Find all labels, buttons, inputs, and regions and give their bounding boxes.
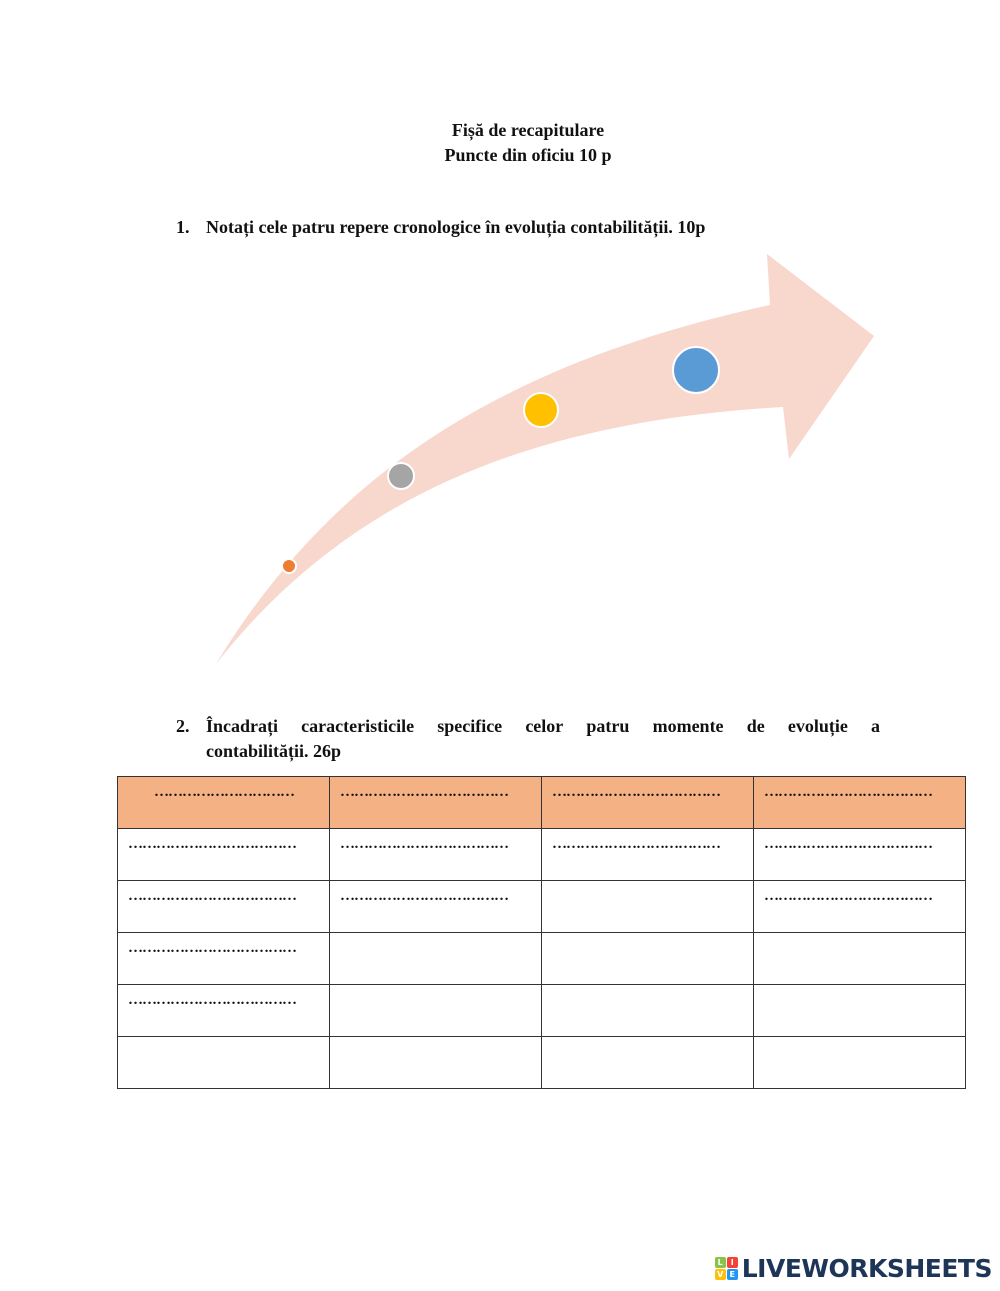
timeline-marker-third xyxy=(524,393,558,427)
worksheet-title: Fișă de recapitulare xyxy=(451,120,605,140)
answer-blank xyxy=(118,1037,329,1044)
table-cell xyxy=(542,985,754,1037)
liveworksheets-logo-icon xyxy=(715,1257,738,1280)
question-2-text xyxy=(176,714,880,764)
answer-blank xyxy=(330,1037,541,1044)
answer-blank: ……………………………… xyxy=(764,784,932,800)
table-cell[interactable] xyxy=(118,933,330,985)
answer-blank xyxy=(542,1037,753,1044)
table-cell xyxy=(118,1037,330,1089)
answer-blank: ……………………………… xyxy=(764,836,932,852)
question-2-line-1 xyxy=(206,714,880,739)
characteristics-table xyxy=(117,776,966,1089)
logo-letter-tile: L xyxy=(715,1257,726,1268)
question-1-number: 1. xyxy=(176,217,190,237)
table-cell[interactable] xyxy=(754,777,966,829)
table-cell xyxy=(754,985,966,1037)
answer-blank: ……………………………… xyxy=(552,784,720,800)
question-2-number: 2. xyxy=(176,716,190,736)
table-cell[interactable] xyxy=(754,829,966,881)
table-cell xyxy=(330,985,542,1037)
answer-blank xyxy=(754,985,965,992)
table-cell[interactable] xyxy=(542,829,754,881)
answer-blank: ……………………………… xyxy=(340,888,508,904)
answer-blank xyxy=(330,985,541,992)
table-cell[interactable] xyxy=(118,777,330,829)
table-cell xyxy=(330,1037,542,1089)
question-2-word: evoluție xyxy=(787,716,848,736)
table-cell xyxy=(754,933,966,985)
answer-blank: ……………………………… xyxy=(340,784,508,800)
answer-blank xyxy=(542,985,753,992)
question-2-word: caracteristicile xyxy=(301,716,415,736)
timeline-marker-first xyxy=(282,559,296,573)
timeline-marker-fourth xyxy=(673,347,719,393)
table-row xyxy=(118,881,966,933)
table-cell[interactable] xyxy=(330,881,542,933)
question-2-word: specifice xyxy=(437,716,503,736)
table-cell[interactable] xyxy=(330,777,542,829)
answer-blank: ……………………………… xyxy=(552,836,720,852)
answer-blank: ……………………………… xyxy=(128,836,296,852)
question-2-line-2: contabilității. 26p xyxy=(206,741,342,761)
question-2-word: de xyxy=(746,716,765,736)
table-header-row xyxy=(118,777,966,829)
timeline-marker-second xyxy=(388,463,414,489)
liveworksheets-brand xyxy=(715,1254,992,1283)
answer-blank: ……………………………… xyxy=(764,888,932,904)
table-cell[interactable] xyxy=(118,829,330,881)
question-2-word: patru xyxy=(586,716,630,736)
table-row xyxy=(118,933,966,985)
table-cell xyxy=(542,1037,754,1089)
question-1-text: Notați cele patru repere cronologice în evoluția contabilității. 10p xyxy=(206,217,706,237)
brand-name: LIVEWORKSHEETS xyxy=(741,1254,992,1283)
question-2 xyxy=(176,714,880,764)
question-2-word: Încadrați xyxy=(206,716,278,736)
question-2-word: a xyxy=(870,716,880,736)
answer-blank: ……………………………… xyxy=(128,992,296,1008)
worksheet-subtitle: Puncte din oficiu 10 p xyxy=(444,145,612,165)
table-cell[interactable] xyxy=(118,985,330,1037)
table-cell xyxy=(542,933,754,985)
answer-blank: ……………………………… xyxy=(128,888,296,904)
answer-blank xyxy=(754,1037,965,1044)
table-cell[interactable] xyxy=(330,829,542,881)
table-cell xyxy=(330,933,542,985)
table-cell[interactable] xyxy=(754,881,966,933)
question-2-word: celor xyxy=(525,716,564,736)
table-cell[interactable] xyxy=(118,881,330,933)
answer-blank xyxy=(754,933,965,940)
answer-blank xyxy=(542,881,753,888)
answer-blank: ……………………………… xyxy=(128,940,296,956)
table-row xyxy=(118,985,966,1037)
table-cell xyxy=(542,881,754,933)
logo-letter-tile: I xyxy=(727,1257,738,1268)
answer-blank: ………………………… xyxy=(154,784,294,800)
table-cell xyxy=(754,1037,966,1089)
answer-blank xyxy=(330,933,541,940)
curved-arrow-shape xyxy=(216,254,874,664)
table-cell[interactable] xyxy=(542,777,754,829)
table-row xyxy=(118,1037,966,1089)
table-row xyxy=(118,829,966,881)
answer-blank: ……………………………… xyxy=(340,836,508,852)
logo-letter-tile: V xyxy=(715,1269,726,1280)
logo-letter-tile: E xyxy=(727,1269,738,1280)
answer-blank xyxy=(542,933,753,940)
question-2-word: momente xyxy=(652,716,724,736)
